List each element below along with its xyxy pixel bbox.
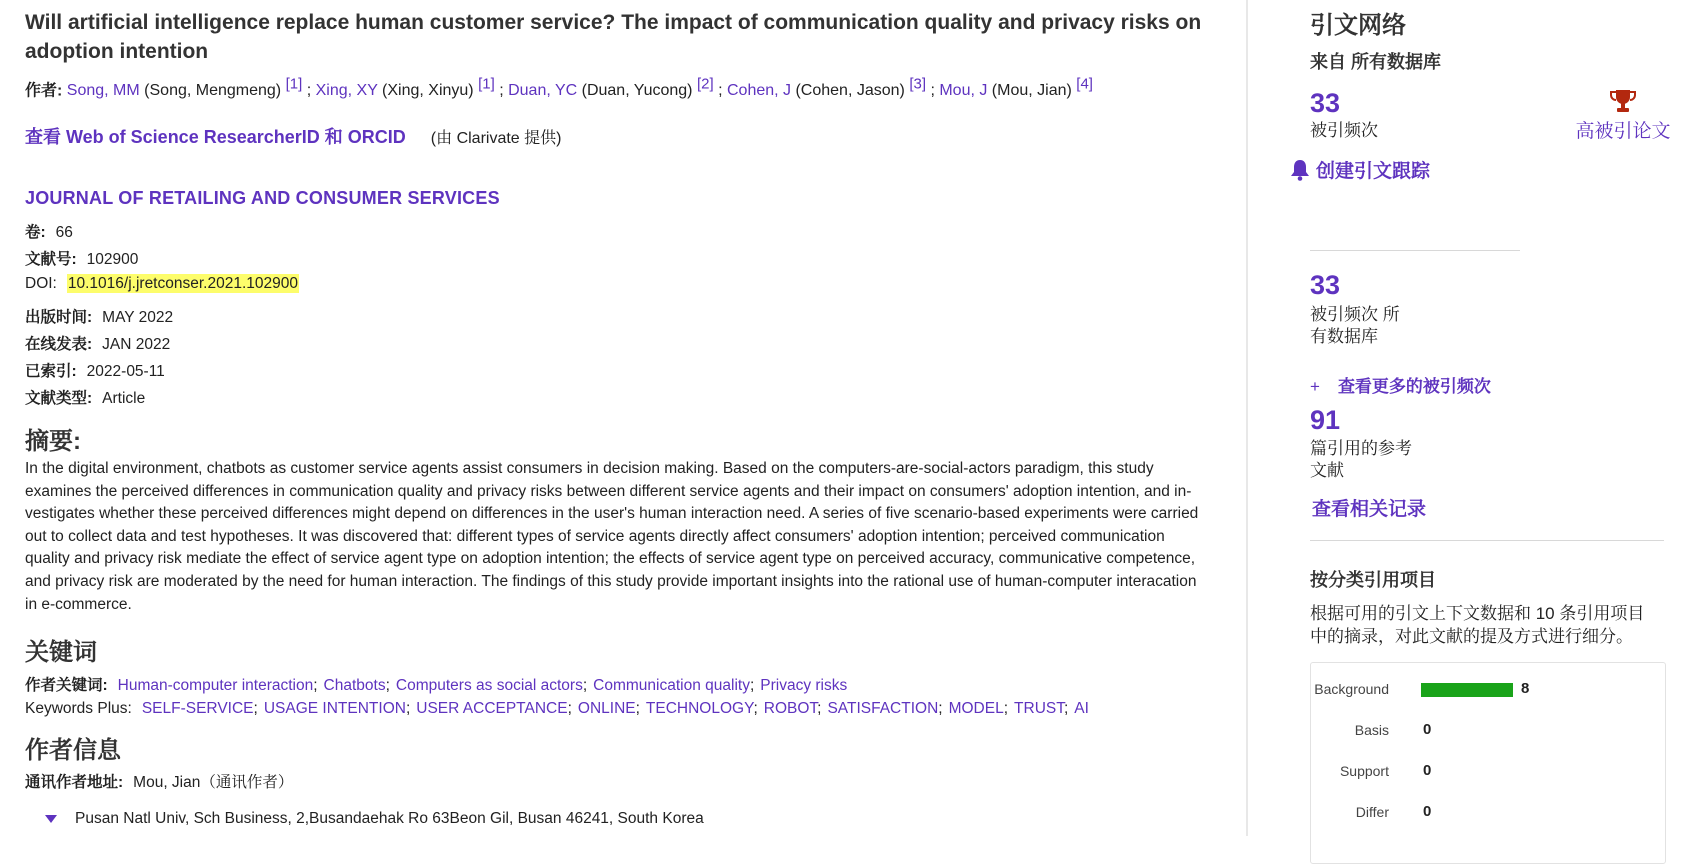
author-keyword-link[interactable]: Chatbots [323, 677, 386, 694]
chart-category-label: Differ [1355, 804, 1389, 820]
citation-network-title: 引文网络 [1310, 12, 1406, 39]
chart-bar [1421, 683, 1513, 697]
authors-list [66, 76, 1093, 100]
doi-value[interactable]: 10.1016/j.jretconser.2021.102900 [67, 275, 298, 292]
author-affiliation-ref[interactable]: [2] [696, 76, 714, 93]
corresponding-author-line [25, 770, 293, 792]
author-entry [66, 76, 316, 100]
keyword-separator: ; [313, 677, 318, 694]
keyword-plus-link[interactable]: MODEL [948, 700, 1004, 717]
keyword-separator: ; [1003, 700, 1009, 717]
meta-key: 出版时间: [25, 309, 93, 326]
chart-category-label: Basis [1354, 722, 1389, 738]
keyword-plus-link[interactable]: AI [1074, 700, 1089, 717]
keywords-plus-label: Keywords Plus: [25, 700, 132, 717]
author-keyword-link[interactable]: Computers as social actors [395, 677, 583, 694]
researcher-id-link[interactable]: 查看 Web of Science ResearcherID 和 ORCID [25, 127, 406, 147]
abstract-heading: 摘要: [25, 428, 81, 455]
meta-doi [25, 275, 299, 293]
chart-value-label: 8 [1521, 680, 1530, 697]
author-separator: ; [713, 82, 727, 100]
citation-sidebar [1248, 0, 1686, 836]
chart-category-label: Support [1339, 763, 1389, 779]
meta-value: 102900 [86, 251, 139, 268]
keyword-plus-link[interactable]: USER ACCEPTANCE [416, 700, 568, 717]
address-line [45, 810, 704, 828]
keyword-plus-link[interactable]: USAGE INTENTION [263, 700, 406, 717]
author-keyword-link[interactable]: Privacy risks [760, 677, 848, 694]
keyword-separator: ; [635, 700, 640, 717]
author-entry [939, 76, 1093, 100]
author-keywords-line [25, 673, 847, 695]
chart-row[interactable] [1311, 679, 1665, 699]
keywords-heading: 关键词 [25, 639, 97, 666]
chart-category-label: Background [1314, 681, 1389, 697]
classification-title: 按分类引用项目 [1310, 570, 1436, 590]
chart-value-label: 0 [1423, 803, 1432, 820]
view-more-label: 查看更多的被引频次 [1337, 377, 1491, 396]
times-cited-all-label [1310, 304, 1400, 348]
meta-key: DOI: [25, 275, 57, 292]
abstract-text: In the digital environment, chatbots as customer service agents assist consumers in decision making. Based on the computers-are-social-actors paradigm, this study examines the perceived differences in communication quality and privacy risks between different service agents and their impact on consumers' adoption intention, and in-vestigates whether these perceived differences might depend on differences in the user's human interaction need. A series of five scenario-based experiments were carried out to collect data and test hypotheses. It was discovered that: different types of service agents directly affect consumers' adoption intention; perceived communication quality and privacy risk mediate the effect of service agent type on adoption intention; the effects of service agent type on perceived accuracy, communicative competence, and privacy risk are moderated by the need for human interaction. The findings of this study provide important insights into the rational use of human-computer interacation in e-commerce. [25, 460, 1199, 613]
trophy-icon [1553, 88, 1686, 114]
source-databases: 来自 所有数据库 [1310, 52, 1442, 72]
author-affiliation-ref[interactable]: [3] [909, 76, 926, 93]
highly-cited-badge[interactable] [1553, 88, 1686, 143]
authors-line [25, 76, 1093, 100]
chart-value-label: 0 [1423, 762, 1432, 779]
meta-value: 2022-05-11 [86, 363, 165, 380]
keyword-plus-link[interactable]: SATISFACTION [827, 700, 939, 717]
author-link[interactable]: Song, MM [66, 82, 140, 100]
author-separator: ; [302, 82, 316, 100]
keyword-plus-link[interactable]: TRUST [1014, 700, 1064, 717]
keyword-separator: ; [749, 677, 755, 694]
highly-cited-label: 高被引论文 [1575, 121, 1671, 142]
meta-value: Article [102, 390, 146, 407]
meta-indexed [25, 359, 165, 381]
view-more-times-cited[interactable] [1310, 372, 1491, 397]
chart-value-label: 0 [1423, 721, 1432, 738]
author-full-name: (Mou, Jian) [987, 82, 1077, 100]
cited-references-label [1310, 438, 1412, 482]
author-keyword-link[interactable]: Communication quality [593, 677, 750, 694]
keywords-plus-line [25, 700, 1089, 718]
record-title: Will artificial intelligence replace human customer service? The impact of communication quality and privacy risks on adoption intention [25, 11, 1202, 63]
provided-by: (由 Clarivate 提供) [430, 130, 562, 147]
keyword-separator: ; [253, 700, 258, 717]
keyword-plus-link[interactable]: ONLINE [577, 700, 636, 717]
meta-key: 已索引: [25, 363, 77, 380]
author-link[interactable]: Xing, XY [315, 82, 378, 100]
author-link[interactable]: Duan, YC [508, 82, 578, 100]
author-separator: ; [926, 82, 940, 100]
keyword-separator: ; [567, 700, 572, 717]
keyword-plus-link[interactable]: ROBOT [763, 700, 818, 717]
create-citation-alert[interactable] [1290, 156, 1430, 183]
author-keywords-label: 作者关键词: [25, 677, 108, 694]
meta-online [25, 332, 170, 354]
author-full-name: (Cohen, Jason) [791, 82, 910, 100]
corresponding-value: Mou, Jian（通讯作者） [133, 774, 294, 791]
keyword-separator: ; [582, 677, 588, 694]
keyword-separator: ; [1063, 700, 1069, 717]
author-link[interactable]: Mou, J [939, 82, 988, 100]
times-cited-all-label-line: 被引频次 所 [1310, 305, 1400, 324]
keyword-separator: ; [405, 700, 411, 717]
cited-references-label-line: 文献 [1310, 461, 1344, 480]
view-related-records[interactable]: 查看相关记录 [1312, 499, 1427, 520]
researcher-id-row [25, 123, 561, 149]
author-separator: ; [494, 82, 509, 100]
meta-value: 66 [55, 224, 73, 241]
chart-row[interactable] [1311, 802, 1665, 822]
address-text: Pusan Natl Univ, Sch Business, 2,Busandaehak Ro 63Beon Gil, Busan 46241, South Korea [75, 810, 704, 827]
meta-volume [25, 220, 73, 242]
times-cited-count[interactable]: 33 [1310, 88, 1341, 118]
expand-caret-icon[interactable] [45, 815, 57, 823]
chart-row[interactable] [1311, 720, 1665, 740]
keyword-separator: ; [385, 677, 390, 694]
cited-references-count[interactable]: 91 [1310, 405, 1341, 435]
author-affiliation-ref[interactable]: [1] [478, 76, 495, 93]
sidebar-separator [1310, 250, 1520, 251]
journal-link[interactable]: JOURNAL OF RETAILING AND CONSUMER SERVICES [25, 188, 500, 208]
cited-references-label-line: 篇引用的参考 [1310, 439, 1412, 458]
keywords-plus-list [142, 700, 1089, 717]
meta-key: 文献类型: [25, 390, 93, 407]
meta-value: JAN 2022 [102, 336, 171, 353]
citation-classification-chart [1310, 662, 1666, 864]
meta-value: MAY 2022 [102, 309, 174, 326]
meta-key: 文献号: [25, 251, 77, 268]
times-cited-all-count[interactable]: 33 [1310, 270, 1341, 300]
create-alert-label: 创建引文跟踪 [1316, 161, 1431, 182]
meta-doc-type [25, 386, 145, 408]
plus-icon: + [1310, 377, 1320, 396]
sidebar-separator [1310, 540, 1664, 541]
times-cited-all-label-line: 有数据库 [1310, 327, 1378, 346]
authors-label: 作者: [25, 82, 63, 100]
times-cited-label: 被引频次 [1310, 121, 1378, 140]
meta-article-number [25, 247, 138, 269]
author-full-name: (Duan, Yucong) [577, 82, 697, 100]
author-entry [315, 76, 509, 100]
keyword-separator: ; [938, 700, 943, 717]
meta-published [25, 305, 173, 327]
author-full-name: (Song, Mengmeng) [139, 82, 286, 100]
author-entry [726, 76, 940, 100]
author-affiliation-ref[interactable]: [4] [1076, 76, 1093, 93]
author-info-heading: 作者信息 [25, 737, 121, 764]
keyword-plus-link[interactable]: TECHNOLOGY [645, 700, 754, 717]
author-keywords-list [118, 677, 848, 694]
author-link[interactable]: Cohen, J [726, 82, 792, 100]
keyword-separator: ; [817, 700, 822, 717]
keyword-separator: ; [753, 700, 758, 717]
meta-key: 在线发表: [25, 336, 93, 353]
chart-row[interactable] [1311, 761, 1665, 781]
author-full-name: (Xing, Xinyu) [377, 82, 479, 100]
keyword-plus-link[interactable]: SELF-SERVICE [141, 700, 254, 717]
bell-icon [1290, 159, 1310, 181]
corresponding-label: 通讯作者地址: [25, 774, 124, 791]
classification-description: 根据可用的引文上下文数据和 10 条引用项目中的摘录，对此文献的提及方式进行细分。 [1310, 604, 1645, 646]
author-entry [508, 76, 727, 100]
author-affiliation-ref[interactable]: [1] [285, 76, 303, 93]
author-keyword-link[interactable]: Human-computer interaction [117, 677, 314, 694]
meta-key: 卷: [25, 224, 46, 241]
